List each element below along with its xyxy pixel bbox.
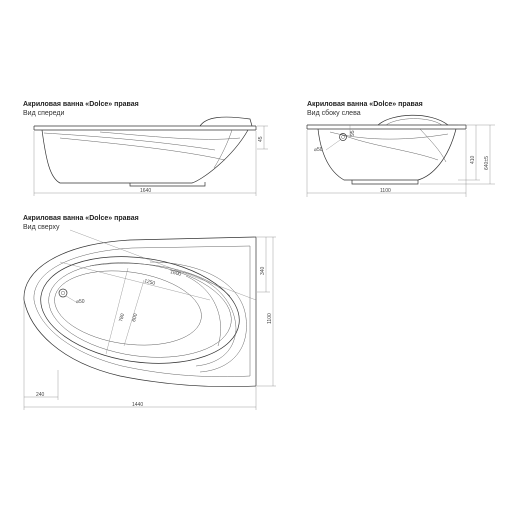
top-drain-label: ⌀50 (76, 299, 85, 305)
top-dim-short-a-label: 780 (118, 312, 127, 323)
top-dim-corner-label: 340 (260, 266, 266, 275)
side-dim-depth-label: 410 (470, 155, 476, 164)
top-view-subtitle: Вид сверху (23, 224, 60, 231)
side-backrest-inner (386, 119, 442, 125)
top-outer-contour (24, 237, 256, 387)
front-body (42, 130, 248, 183)
side-body (318, 129, 456, 180)
top-dim-inner-long-line (60, 262, 210, 300)
front-dim-length-label: 1640 (140, 188, 152, 194)
side-inner-line-2 (340, 134, 438, 160)
top-view-drawing (24, 230, 276, 410)
top-backrest-curve-1 (150, 262, 246, 372)
side-drain-label: ⌀50 (314, 147, 323, 153)
top-drain-circle (59, 289, 67, 297)
side-drain-inner (342, 136, 345, 139)
side-dim-offset-label: 95 (350, 130, 356, 136)
top-view-title: Акриловая ванна «Dolce» правая (23, 215, 139, 222)
top-dim-diag-label: 1600 (169, 269, 182, 278)
front-inner-line-3 (60, 138, 225, 160)
side-dim-width-label: 1100 (380, 188, 391, 194)
top-drain-leader (66, 296, 76, 302)
top-dim-short-b-label: 600 (131, 312, 140, 323)
top-dim-short-b-line (124, 280, 144, 346)
top-basin-inner (42, 252, 237, 369)
top-basin-outer (34, 245, 247, 376)
front-inner-line-4 (214, 130, 232, 168)
side-inner-line-3 (420, 129, 446, 162)
side-view-subtitle: Вид сбоку слева (307, 110, 361, 117)
side-inner-line-1 (330, 132, 448, 139)
side-base (352, 180, 418, 184)
side-view-title: Акриловая ванна «Dolce» правая (307, 101, 423, 108)
top-dim-width-label: 1100 (267, 313, 273, 324)
top-dim-length-label: 1440 (132, 402, 144, 408)
front-inner-line-2 (100, 132, 240, 139)
top-rim-contour (34, 246, 250, 377)
front-view-drawing (34, 117, 268, 196)
front-dim-rim-label: 45 (258, 136, 264, 142)
front-backrest (200, 117, 252, 126)
side-view-drawing (307, 115, 495, 197)
front-inner-line-1 (44, 133, 215, 150)
front-view-title: Акриловая ванна «Dolce» правая (23, 101, 139, 108)
front-view-subtitle: Вид спереди (23, 110, 65, 117)
top-backrest-curve-3 (186, 276, 221, 346)
top-dim-short-a-line (106, 268, 128, 354)
top-dim-inner-long-label: 1250 (143, 278, 156, 287)
top-backrest-curve-2 (170, 270, 236, 366)
side-drain-leader (326, 140, 340, 150)
top-basin-bottom (50, 262, 207, 354)
top-dim-offset-label: 240 (36, 392, 45, 398)
side-dim-height-label: 640±5 (484, 156, 490, 170)
side-drain-circle (340, 134, 347, 141)
top-drain-inner (61, 291, 65, 295)
